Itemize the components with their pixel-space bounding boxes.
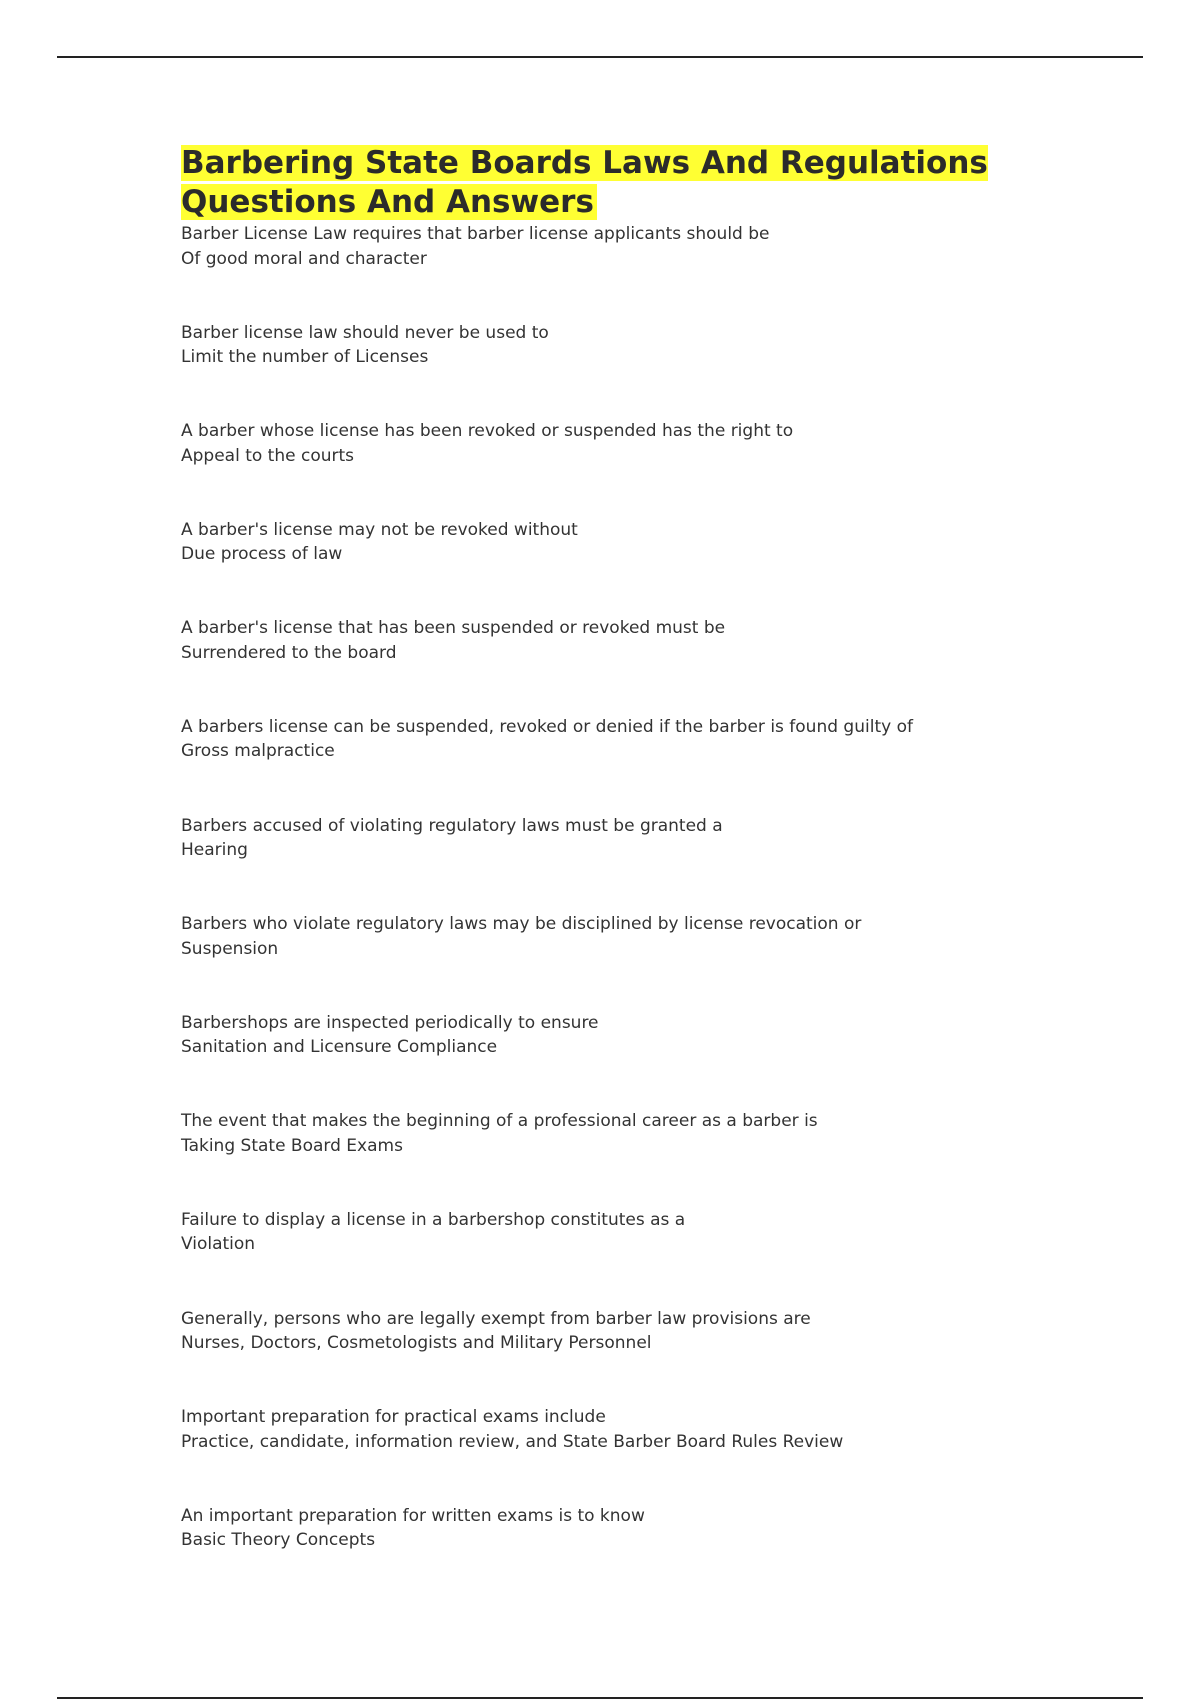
question-text: A barber's license may not be revoked without [181,519,578,540]
qa-item [181,1011,1121,1110]
question-text: Barber license law should never be used to [181,322,549,343]
answer-text: Limit the number of Licenses [181,347,429,368]
answer-text: Of good moral and character [181,248,427,269]
answer-text: Gross malpractice [181,741,335,762]
answer-text: Due process of law [181,544,343,565]
qa-item [181,715,1121,814]
question-text: The event that makes the beginning of a professional career as a barber is [181,1111,818,1132]
question-text: Barbers who violate regulatory laws may be disciplined by license revocation or [181,914,862,935]
qa-list [181,222,1121,1602]
question-text: Barbershops are inspected periodically to ensure [181,1012,599,1033]
document-body [181,144,1121,1602]
qa-item [181,419,1121,518]
title-highlight: Barbering State Boards Laws And Regulations Questions And Answers [181,145,988,220]
answer-text: Taking State Board Exams [181,1135,403,1156]
qa-item [181,321,1121,420]
answer-text: Practice, candidate, information review, and State Barber Board Rules Review [181,1431,844,1452]
question-text: Barber License Law requires that barber license applicants should be [181,224,770,244]
qa-item [181,222,1121,321]
answer-text: Hearing [181,840,248,861]
question-text: A barber whose license has been revoked or suspended has the right to [181,421,794,442]
qa-item [181,814,1121,913]
question-text: Barbers accused of violating regulatory laws must be granted a [181,815,723,836]
question-text: A barber's license that has been suspended or revoked must be [181,618,726,639]
qa-item [181,1109,1121,1208]
answer-text: Nurses, Doctors, Cosmetologists and Military Personnel [181,1333,652,1354]
document-title [181,144,1121,222]
qa-item [181,912,1121,1011]
answer-text: Surrendered to the board [181,642,397,663]
answer-text: Appeal to the courts [181,445,355,466]
qa-item [181,1504,1121,1603]
qa-item [181,1405,1121,1504]
qa-item [181,616,1121,715]
question-text: Important preparation for practical exams include [181,1407,606,1428]
question-text: Failure to display a license in a barbershop constitutes as a [181,1209,686,1230]
qa-item [181,1307,1121,1406]
answer-text: Basic Theory Concepts [181,1530,376,1551]
header-rule [57,56,1143,58]
answer-text: Violation [181,1234,256,1255]
qa-item [181,1208,1121,1307]
footer-rule [57,1697,1143,1699]
answer-text: Sanitation and Licensure Compliance [181,1037,498,1058]
qa-item [181,518,1121,617]
question-text: A barbers license can be suspended, revoked or denied if the barber is found guilty of [181,716,913,737]
question-text: Generally, persons who are legally exempt from barber law provisions are [181,1308,811,1329]
question-text: An important preparation for written exams is to know [181,1505,645,1526]
answer-text: Suspension [181,938,279,959]
